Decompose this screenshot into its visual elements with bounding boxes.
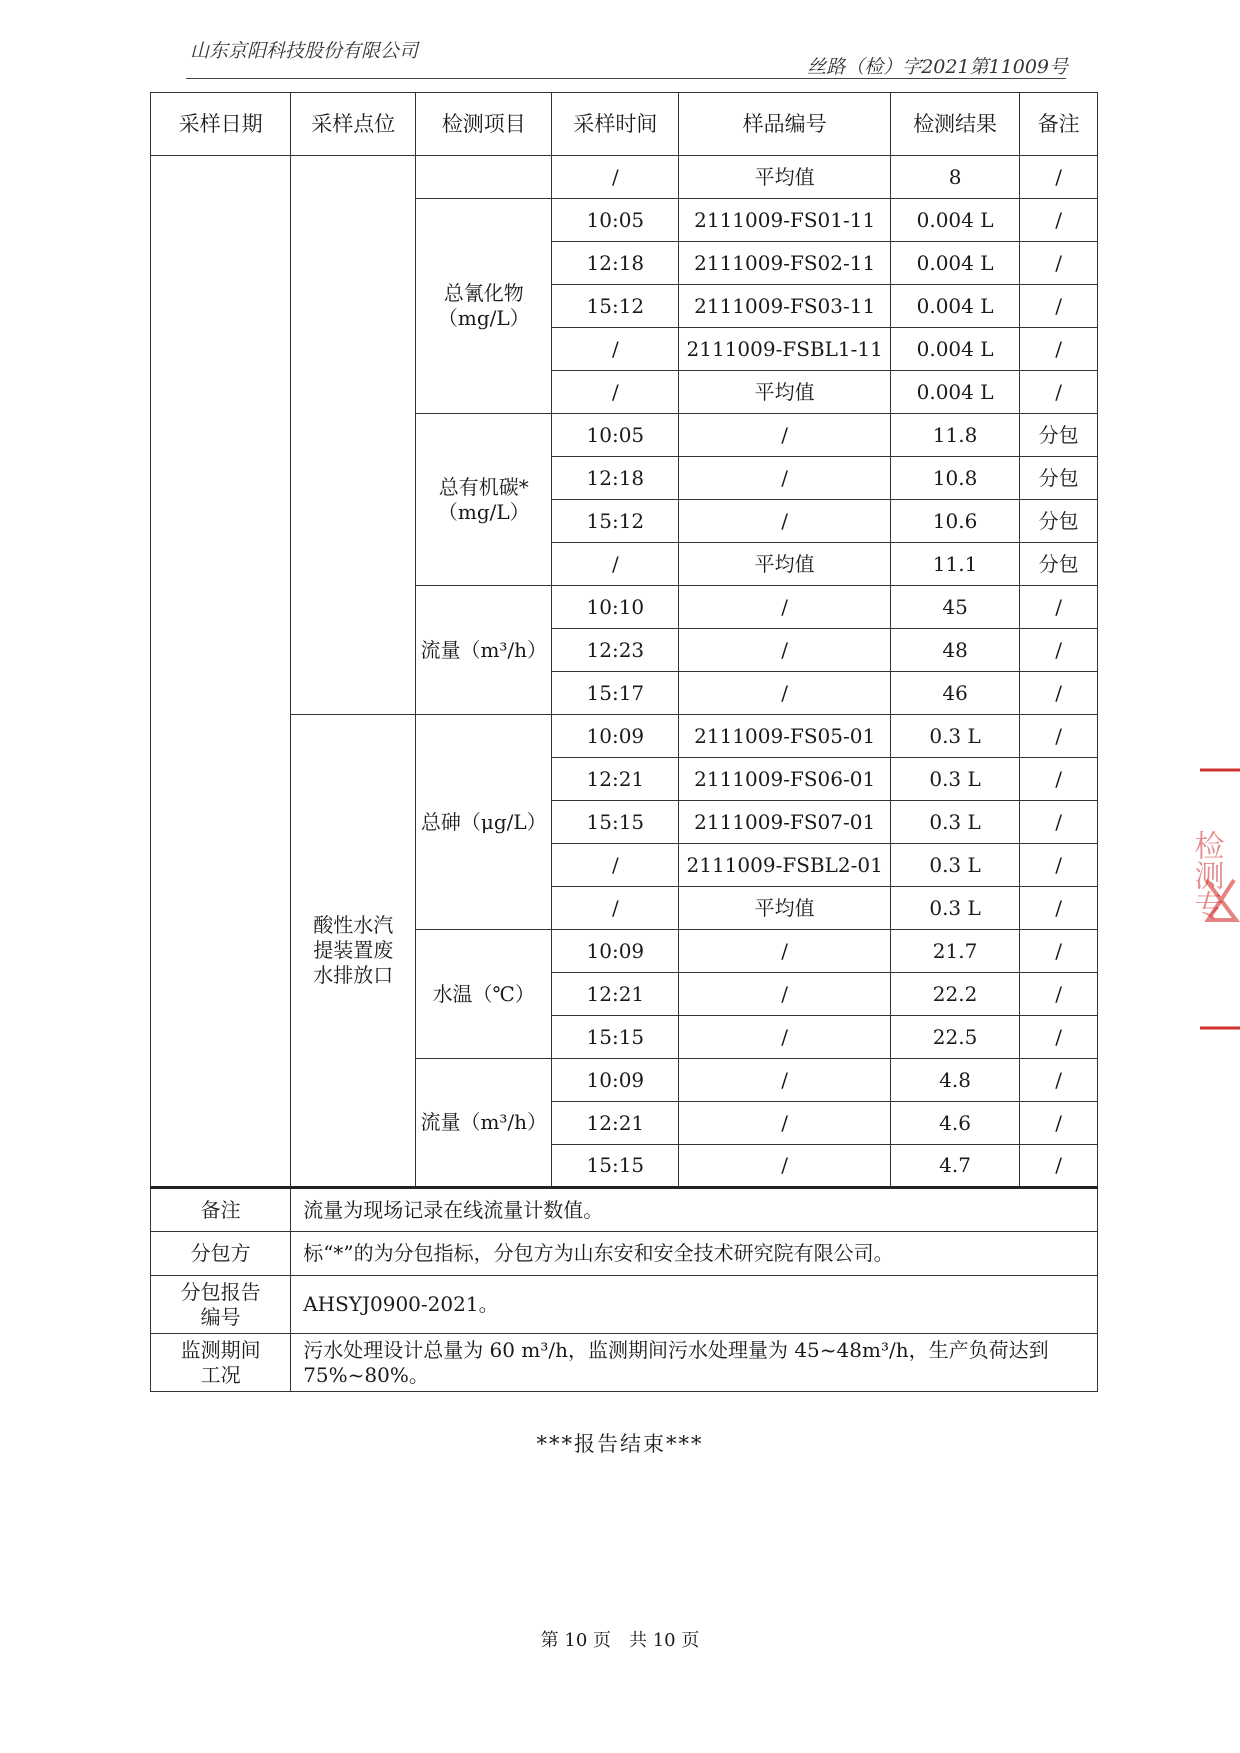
sub-report-row [151,1276,1098,1334]
sample-cell: / [679,457,890,500]
result-cell: 10.8 [890,457,1019,500]
result-cell: 0.004 L [890,371,1019,414]
condition-label: 监测期间 工况 [151,1334,291,1392]
sample-cell: / [679,500,890,543]
subcontractor-text: 标“*”的为分包指标，分包方为山东安和安全技术研究院有限公司。 [291,1232,1098,1276]
sample-cell: 2111009-FS01-11 [679,199,890,242]
sample-cell: 2111009-FS06-01 [679,758,890,801]
result-cell: 48 [890,629,1019,672]
result-cell: 4.8 [890,1059,1019,1102]
header-rule [186,78,1066,79]
time-cell: 15:17 [552,672,679,715]
note-cell: / [1020,801,1098,844]
sample-cell: 2111009-FS05-01 [679,715,890,758]
report-end-mark: ***报告结束*** [536,1432,704,1456]
sample-cell: 2111009-FS02-11 [679,242,890,285]
note-cell: / [1020,973,1098,1016]
note-cell: / [1020,844,1098,887]
time-cell: 10:05 [552,414,679,457]
sample-cell: 平均值 [679,156,890,199]
note-cell: 分包 [1020,457,1098,500]
note-cell: 分包 [1020,414,1098,457]
result-cell: 0.004 L [890,328,1019,371]
sample-cell: / [679,629,890,672]
sample-cell: / [679,414,890,457]
note-cell: / [1020,758,1098,801]
note-cell: / [1020,371,1098,414]
sample-cell: 2111009-FS03-11 [679,285,890,328]
table-header-row [151,93,1098,156]
result-cell: 0.004 L [890,285,1019,328]
sample-cell: 2111009-FSBL2-01 [679,844,890,887]
result-cell: 0.3 L [890,844,1019,887]
note-cell: / [1020,1016,1098,1059]
svg-text:检测专: 检测专 [1188,830,1224,920]
red-seal-stamp [1188,770,1240,1030]
report-number: 丝路（检）字2021第11009号 [807,56,1068,78]
result-cell: 22.2 [890,973,1019,1016]
header-note: 备注 [1020,93,1098,156]
time-cell: 12:18 [552,242,679,285]
note-cell: / [1020,156,1098,199]
time-cell: 10:09 [552,930,679,973]
item-cell [416,156,552,199]
sub-report-text: AHSYJ0900-2021。 [291,1276,1098,1334]
result-cell: 22.5 [890,1016,1019,1059]
sample-cell: / [679,1059,890,1102]
time-cell: 12:21 [552,758,679,801]
subcontractor-label: 分包方 [151,1232,291,1276]
note-cell: / [1020,1102,1098,1145]
table-row [151,715,1098,758]
note-cell: / [1020,887,1098,930]
result-cell: 0.3 L [890,715,1019,758]
time-cell: 10:10 [552,586,679,629]
time-cell: / [552,543,679,586]
note-cell: / [1020,199,1098,242]
page-footer: 第 10 页 共 10 页 [540,1630,700,1651]
note-cell: / [1020,1059,1098,1102]
time-cell: 10:09 [552,1059,679,1102]
sample-cell: / [679,1102,890,1145]
remarks-row [151,1188,1098,1232]
sample-cell: 平均值 [679,887,890,930]
note-cell: 分包 [1020,543,1098,586]
table-row [151,156,1098,199]
header-result: 检测结果 [890,93,1019,156]
remarks-label: 备注 [151,1188,291,1232]
sample-cell: / [679,672,890,715]
result-cell: 10.6 [890,500,1019,543]
item-water-temp: 水温（℃） [416,930,552,1059]
note-cell: / [1020,285,1098,328]
sample-cell: / [679,1016,890,1059]
date-cell [151,156,291,1188]
condition-row [151,1334,1098,1392]
result-cell: 0.3 L [890,758,1019,801]
note-cell: 分包 [1020,500,1098,543]
sample-cell: / [679,1145,890,1188]
result-cell: 0.3 L [890,887,1019,930]
header-sample-no: 样品编号 [679,93,890,156]
sample-cell: 2111009-FS07-01 [679,801,890,844]
sample-cell: 平均值 [679,543,890,586]
sample-cell: / [679,973,890,1016]
result-cell: 4.6 [890,1102,1019,1145]
note-cell: / [1020,715,1098,758]
time-cell: 15:15 [552,1145,679,1188]
note-cell: / [1020,672,1098,715]
time-cell: / [552,371,679,414]
time-cell: 12:18 [552,457,679,500]
result-cell: 45 [890,586,1019,629]
header-date: 采样日期 [151,93,291,156]
sample-cell: 2111009-FSBL1-11 [679,328,890,371]
item-cyanide: 总氰化物 （mg/L） [416,199,552,414]
result-cell: 11.8 [890,414,1019,457]
time-cell: / [552,156,679,199]
header-location: 采样点位 [291,93,416,156]
time-cell: 12:23 [552,629,679,672]
sample-cell: 平均值 [679,371,890,414]
location-cell: 酸性水汽提装置废水排放口 [291,715,416,1188]
result-cell: 8 [890,156,1019,199]
note-cell: / [1020,629,1098,672]
sample-cell: / [679,586,890,629]
note-cell: / [1020,328,1098,371]
result-cell: 4.7 [890,1145,1019,1188]
result-cell: 0.3 L [890,801,1019,844]
note-cell: / [1020,242,1098,285]
item-toc: 总有机碳* （mg/L） [416,414,552,586]
result-cell: 11.1 [890,543,1019,586]
time-cell: / [552,328,679,371]
item-flow-2: 流量（m³/h） [416,1059,552,1188]
time-cell: 15:15 [552,1016,679,1059]
sample-cell: / [679,930,890,973]
result-cell: 46 [890,672,1019,715]
sub-report-label: 分包报告 编号 [151,1276,291,1334]
header-time: 采样时间 [552,93,679,156]
item-flow-1: 流量（m³/h） [416,586,552,715]
header-item: 检测项目 [416,93,552,156]
time-cell: 15:12 [552,500,679,543]
note-cell: / [1020,586,1098,629]
subcontractor-row [151,1232,1098,1276]
time-cell: 15:12 [552,285,679,328]
remarks-text: 流量为现场记录在线流量计数值。 [291,1188,1098,1232]
company-name: 山东京阳科技股份有限公司 [190,40,419,62]
time-cell: 10:09 [552,715,679,758]
time-cell: 15:15 [552,801,679,844]
results-table [150,92,1098,1392]
time-cell: / [552,844,679,887]
time-cell: 12:21 [552,1102,679,1145]
item-arsenic: 总砷（μg/L） [416,715,552,930]
time-cell: / [552,887,679,930]
result-cell: 0.004 L [890,199,1019,242]
condition-text: 污水处理设计总量为 60 m³/h，监测期间污水处理量为 45~48m³/h，生产负荷达到 75%~80%。 [291,1334,1098,1392]
time-cell: 12:21 [552,973,679,1016]
note-cell: / [1020,930,1098,973]
result-cell: 21.7 [890,930,1019,973]
note-cell: / [1020,1145,1098,1188]
location-cell-continued [291,156,416,715]
result-cell: 0.004 L [890,242,1019,285]
time-cell: 10:05 [552,199,679,242]
